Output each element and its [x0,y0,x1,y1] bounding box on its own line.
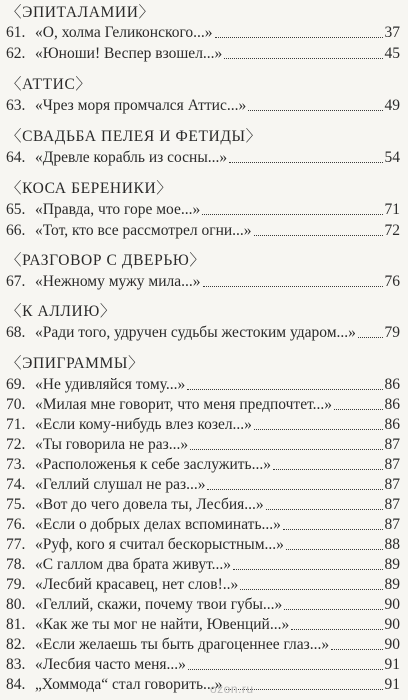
entry-title: «Юноши! Веспер взошел...» [35,45,223,62]
section-title: 〈ЭПИГРАММЫ〉 [6,355,145,372]
entry-number: 83. [6,656,26,673]
leader-dots [187,388,382,390]
entry-page: 87 [384,456,400,473]
toc-entry [6,576,400,594]
leader-dots [224,57,382,59]
entry-number: 64. [6,149,26,166]
toc-entry [6,516,400,534]
entry-title: «Правда, что горе мое...» [35,201,201,218]
entry-number: 79. [6,576,26,593]
leader-dots [203,285,383,287]
leader-dots [254,234,383,236]
leader-dots [331,648,382,650]
entry-title: «Ради того, удручен судьбы жестоким ударом...» [35,324,356,341]
toc-entry [6,436,400,454]
entry-title: «О, холма Геликонского...» [35,24,213,41]
toc-entry [6,149,400,167]
toc-entry [6,416,400,434]
toc-entry [6,45,400,63]
toc-entry [6,324,400,342]
entry-title: «Чрез моря промчался Аттис...» [35,97,247,114]
entry-title: «Геллий, скажи, почему твои губы...» [35,596,283,613]
toc-entry [6,496,400,514]
entry-page: 86 [384,416,400,433]
entry-number: 63. [6,97,26,114]
toc-entry [6,201,400,219]
entry-title: «Расположенья к себе заслужить...» [35,456,271,473]
entry-title: „Хоммода“ стал говорить...» [35,676,223,693]
leader-dots [358,336,383,338]
leader-dots [254,428,383,430]
entry-number: 69. [6,376,26,393]
section-title: 〈РАЗГОВОР С ДВЕРЬЮ〉 [6,252,206,269]
leader-dots [240,588,382,590]
entry-title: «С галлом два брата живут...» [35,556,232,573]
entry-number: 76. [6,516,26,533]
entry-number: 71. [6,416,26,433]
entry-page: 90 [384,616,400,633]
leader-dots [188,668,383,670]
entry-page: 54 [384,149,400,166]
entry-page: 87 [384,436,400,453]
toc-entry [6,273,400,291]
leader-dots [233,568,382,570]
entry-title: «Тот, кто все рассмотрел огни...» [35,222,252,239]
toc-entry [6,616,400,634]
entry-number: 72. [6,436,26,453]
entry-title: «Геллий слушал не раз...» [35,476,206,493]
leader-dots [202,213,382,215]
section-title: 〈АТТИС〉 [6,76,92,93]
entry-page: 49 [384,97,400,114]
entry-page: 71 [384,201,400,218]
toc-entry [6,656,400,674]
toc-entry [6,376,400,394]
entry-page: 88 [384,536,400,553]
entry-title: «Лесбия часто меня...» [35,656,186,673]
entry-page: 76 [384,273,400,290]
leader-dots [190,448,382,450]
entry-number: 82. [6,636,26,653]
entry-page: 91 [384,676,400,693]
toc-entry [6,476,400,494]
section-title: 〈КОСА БЕРЕНИКИ〉 [6,180,173,197]
leader-dots [284,608,382,610]
section-title: 〈ЭПИТАЛАМИИ〉 [6,4,155,21]
entry-number: 66. [6,222,26,239]
leader-dots [248,109,382,111]
watermark: ozon.ru [210,682,254,696]
entry-number: 68. [6,324,26,341]
toc-entry [6,556,400,574]
entry-number: 77. [6,536,26,553]
entry-page: 86 [384,396,400,413]
entry-title: «Не удивляйся тому...» [35,376,186,393]
entry-page: 37 [384,24,400,41]
entry-page: 87 [384,516,400,533]
entry-number: 78. [6,556,26,573]
entry-number: 67. [6,273,26,290]
entry-title: «Древле корабль из сосны...» [35,149,228,166]
entry-page: 87 [384,496,400,513]
entry-title: «Лесбий красавец, нет слов!..» [35,576,239,593]
toc-entry [6,222,400,240]
toc-entry [6,24,400,42]
leader-dots [291,628,382,630]
entry-number: 84. [6,676,26,693]
entry-number: 61. [6,24,26,41]
entry-page: 86 [384,376,400,393]
entry-title: «Как же ты мог не найти, Ювенций...» [35,616,290,633]
section-title: 〈СВАДЬБА ПЕЛЕЯ И ФЕТИДЫ〉 [6,128,262,145]
entry-page: 72 [384,222,400,239]
leader-dots [266,508,383,510]
entry-number: 70. [6,396,26,413]
leader-dots [215,36,383,38]
entry-page: 79 [384,324,400,341]
toc-entry [6,97,400,115]
leader-dots [283,528,383,530]
entry-title: «Если о добрых делах вспоминать...» [35,516,281,533]
entry-number: 65. [6,201,26,218]
entry-page: 89 [384,576,400,593]
entry-number: 62. [6,45,26,62]
leader-dots [273,468,383,470]
entry-title: «Руф, кого я считал бескорыстным...» [35,536,284,553]
entry-number: 73. [6,456,26,473]
leader-dots [229,161,382,163]
entry-title: «Нежному мужу мила...» [35,273,201,290]
toc-entry [6,536,400,554]
toc-entry [6,636,400,654]
entry-page: 90 [384,596,400,613]
toc-entry [6,676,400,694]
toc-entry [6,456,400,474]
entry-number: 75. [6,496,26,513]
entry-number: 74. [6,476,26,493]
entry-page: 87 [384,476,400,493]
leader-dots [286,548,383,550]
entry-title: «Милая мне говорит, что меня предпочтет...» [35,396,333,413]
entry-page: 90 [384,636,400,653]
entry-page: 91 [384,656,400,673]
entry-title: «Если желаешь ты быть драгоценнее глаз...» [35,636,330,653]
entry-page: 45 [384,45,400,62]
leader-dots [207,488,382,490]
leader-dots [334,408,382,410]
toc-entry [6,596,400,614]
entry-number: 80. [6,596,26,613]
section-title: 〈К АЛЛИЮ〉 [6,303,116,320]
entry-title: «Ты говорила не раз...» [35,436,189,453]
toc-entry [6,396,400,414]
entry-title: «Вот до чего довела ты, Лесбия...» [35,496,264,513]
entry-page: 89 [384,556,400,573]
entry-number: 81. [6,616,26,633]
entry-title: «Если кому-нибудь влез козел...» [35,416,252,433]
